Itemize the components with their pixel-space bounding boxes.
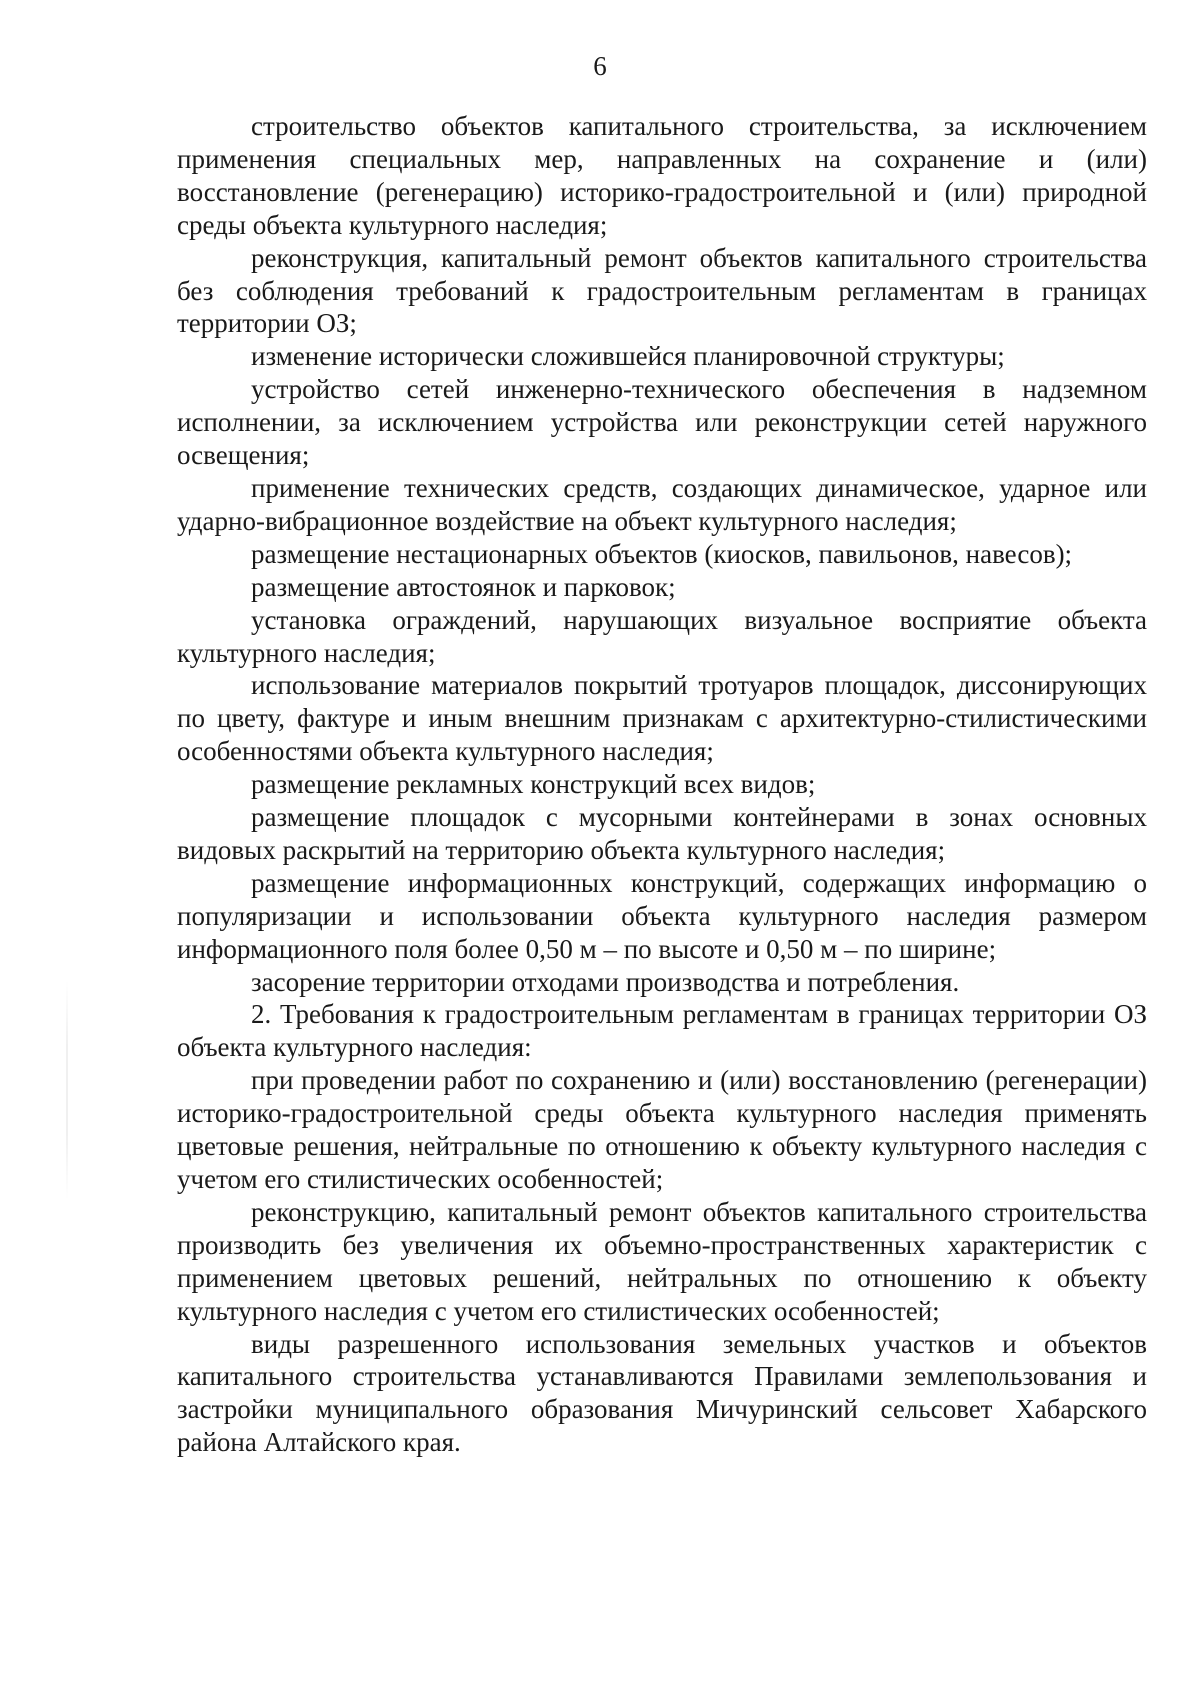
paragraph-permitted-use: виды разрешенного использования земельных участков и объектов капитального строительства устанавливаются Правилами землепользования и застройки муниципального образования Мичуринский сельсовет Хабарского района Алтайского края. (177, 1328, 1147, 1458)
page-number: 6 (593, 51, 607, 81)
paragraph-non-stationary-objects: размещение нестационарных объектов (киосков, павильонов, навесов); (251, 538, 1073, 569)
paragraph-littering: засорение территории отходами производства и потребления. (251, 966, 960, 997)
paragraph-information-structures: размещение информационных конструкций, содержащих информацию о популяризации и использовании объекта культурного наследия размером информационного поля более 0,50 м – по высоте и 0,50 м – по ширине; (177, 867, 1147, 964)
paragraph-waste-containers: размещение площадок с мусорными контейнерами в зонах основных видовых раскрытий на территорию объекта культурного наследия; (177, 802, 1147, 865)
scan-artifact (66, 980, 68, 1200)
paragraph-technical-means: применение технических средств, создающих динамическое, ударное или ударно-вибрационное воздействие на объект культурного наследия; (177, 472, 1147, 536)
paragraph-construction-ban: строительство объектов капитального строительства, за исключением применения специальных мер, направленных на сохранение и (или) восстановление (регенерацию) историко-градостроительной и (или) природной среды объекта культурного наследия; (177, 111, 1147, 240)
paragraph-pavement-materials: использование материалов покрытий тротуаров площадок, диссонирующих по цвету, фактуре и иным внешним признакам с архитектурно-стилистическими особенностями объекта культурного наследия; (177, 670, 1147, 767)
document-body (177, 110, 1147, 1459)
paragraph-reconstruction-ban: реконструкция, капитальный ремонт объектов капитального строительства без соблюдения требований к градостроительным регламентам в границах территории ОЗ; (177, 242, 1147, 339)
paragraph-planning-structure: изменение исторически сложившейся планировочной структуры; (251, 341, 1005, 372)
paragraph-reconstruction-requirements: реконструкцию, капитальный ремонт объектов капитального строительства производить без увеличения их объемно-пространственных характеристик с применением цветовых решений, нейтральных по отношению к объекту культурного наследия с учетом его стилистических особенностей; (177, 1196, 1147, 1326)
paragraph-section-2-heading: 2. Требования к градостроительным регламентам в границах территории ОЗ объекта культурного наследия: (177, 999, 1147, 1063)
paragraph-advertising: размещение рекламных конструкций всех видов; (251, 769, 816, 800)
paragraph-color-solutions: при проведении работ по сохранению и (или) восстановлению (регенерации) историко-градостроительной среды объекта культурного наследия применять цветовые решения, нейтральные по отношению к объекту культурного наследия с учетом его стилистических особенностей; (177, 1065, 1147, 1194)
paragraph-engineering-networks: устройство сетей инженерно-технического обеспечения в надземном исполнении, за исключением устройства или реконструкции сетей наружного освещения; (177, 374, 1147, 471)
paragraph-fences: установка ограждений, нарушающих визуальное восприятие объекта культурного наследия; (177, 604, 1147, 668)
paragraph-parking: размещение автостоянок и парковок; (251, 571, 676, 602)
